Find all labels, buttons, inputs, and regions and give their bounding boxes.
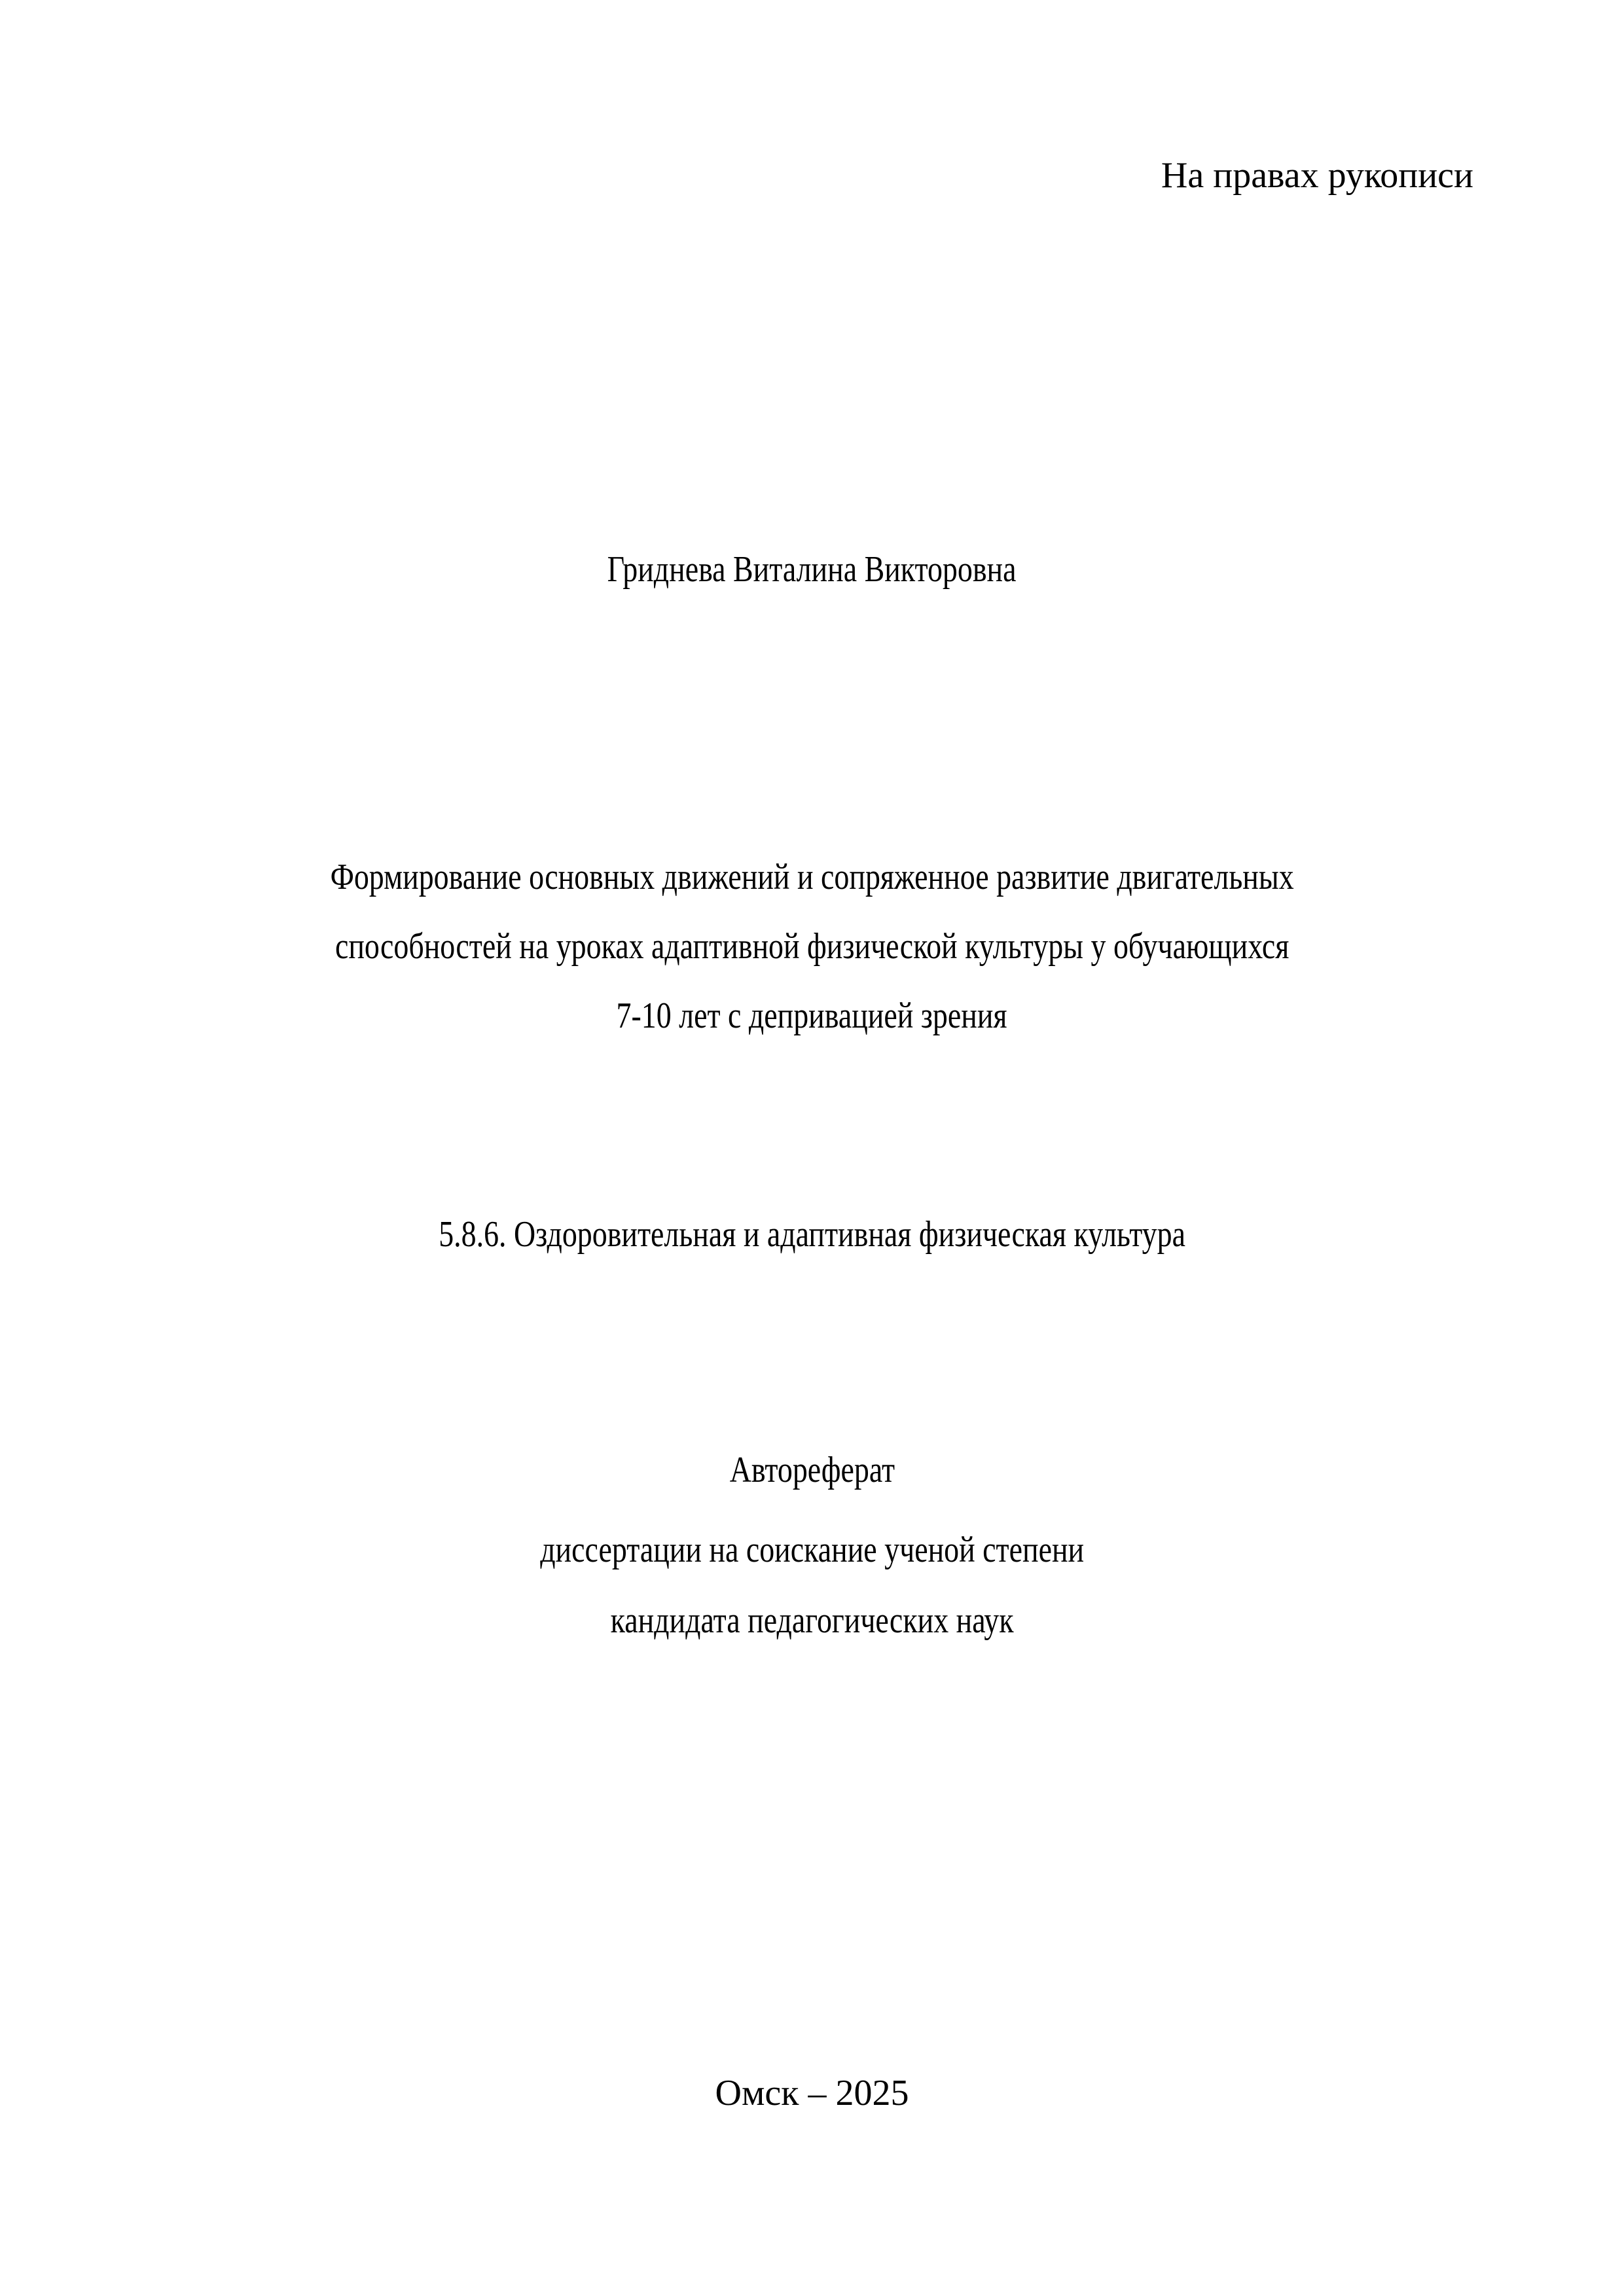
- specialty-text: 5.8.6. Оздоровительная и адаптивная физическая культура: [439, 1214, 1185, 1255]
- place-and-year: [0, 2075, 1624, 2111]
- author-name: [0, 551, 1624, 588]
- title-line-3: [0, 997, 1624, 1034]
- manuscript-rights-text: На правах рукописи: [1161, 155, 1473, 196]
- degree-line-1-text: диссертации на соискание ученой степени: [540, 1530, 1084, 1570]
- degree-line-1: [0, 1532, 1624, 1568]
- title-line-2-text: способностей на уроках адаптивной физической культуры у обучающихся: [334, 926, 1290, 967]
- manuscript-rights-stamp: [1161, 157, 1473, 194]
- degree-line-2-text: кандидата педагогических наук: [610, 1600, 1014, 1641]
- document-type: [0, 1452, 1624, 1488]
- title-line-1: [0, 859, 1624, 895]
- specialty-code: [0, 1216, 1624, 1253]
- author-name-text: Гриднева Виталина Викторовна: [607, 549, 1017, 590]
- place-year-text: Омск – 2025: [715, 2073, 909, 2113]
- degree-line-2: [0, 1602, 1624, 1639]
- title-line-1-text: Формирование основных движений и сопряженное развитие двигательных: [330, 857, 1294, 897]
- title-line-2: [0, 928, 1624, 965]
- title-line-3-text: 7-10 лет с депривацией зрения: [616, 996, 1008, 1036]
- document-type-text: Автореферат: [729, 1450, 895, 1490]
